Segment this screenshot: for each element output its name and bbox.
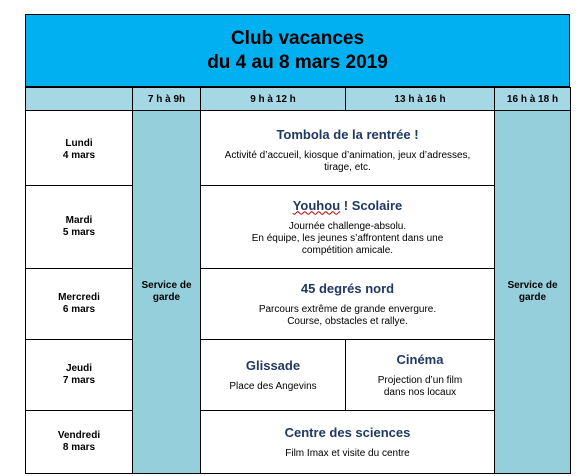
col-header-9h-12h: 9 h à 12 h [201, 88, 346, 111]
service-garde-morning [133, 111, 201, 474]
activity-desc-2: dans nos locaux [383, 386, 457, 398]
activity-title: Cinéma [396, 351, 444, 367]
day-date: 4 mars [62, 150, 96, 161]
activity-desc-1: Projection d’un film [377, 374, 463, 386]
activity-lundi [201, 115, 495, 186]
title-line-1: Club vacances [230, 28, 365, 49]
day-cell-jeudi [26, 340, 133, 411]
table-row-mardi [26, 186, 571, 269]
activity-desc-2: En équipe, les jeunes s’affrontent dans une [251, 232, 444, 244]
activity-desc-1: Journée challenge-absolu. [288, 220, 407, 232]
service-garde-morning-label: Service de garde [141, 280, 192, 303]
activity-title-part-1: Youhou [292, 197, 341, 213]
day-name: Mercredi [58, 292, 100, 303]
activity-mercredi [201, 269, 495, 340]
service-garde-evening-label: Service de garde [507, 280, 558, 303]
table-row-vendredi [26, 411, 571, 474]
activity-jeudi-morning [201, 340, 346, 411]
header-row [26, 88, 571, 111]
activity-desc-2: tirage, etc. [324, 161, 371, 173]
activity-jeudi-afternoon [346, 340, 495, 411]
table-row-mercredi [26, 269, 571, 340]
activity-title [201, 198, 494, 213]
schedule-table [25, 87, 571, 474]
title-line-2: du 4 au 8 mars 2019 [207, 52, 388, 73]
table-row-lundi [26, 115, 571, 186]
col-header-16h-18h: 16 h à 18 h [495, 88, 571, 111]
day-cell-mercredi [26, 269, 133, 340]
activity-title: 45 degrés nord [300, 280, 395, 296]
table-row-jeudi [26, 340, 571, 411]
activity-title: Centre des sciences [284, 424, 411, 440]
activity-mardi [201, 186, 495, 269]
day-date: 8 mars [62, 442, 96, 453]
day-cell-lundi [26, 115, 133, 186]
service-garde-evening [495, 111, 571, 474]
header-corner-cell [26, 88, 133, 111]
day-name: Mardi [65, 215, 93, 226]
day-date: 7 mars [62, 375, 96, 386]
day-name: Lundi [65, 138, 93, 149]
day-cell-vendredi [26, 411, 133, 474]
col-header-13h-16h: 13 h à 16 h [346, 88, 495, 111]
day-date: 5 mars [62, 227, 96, 238]
activity-desc-3: compétition amicale. [301, 244, 394, 256]
activity-desc-2: Course, obstacles et rallye. [287, 315, 408, 327]
activity-title: Tombola de la rentrée ! [276, 126, 419, 142]
day-name: Jeudi [65, 363, 93, 374]
day-name: Vendredi [57, 430, 101, 441]
activity-vendredi [201, 411, 495, 474]
title-banner [25, 14, 570, 87]
day-cell-mardi [26, 186, 133, 269]
day-date: 6 mars [62, 304, 96, 315]
activity-title: Glissade [245, 357, 301, 373]
activity-title-part-2: ! Scolaire [340, 197, 403, 213]
activity-desc-1: Activité d’accueil, kiosque d’animation, jeux d’adresses, [224, 149, 471, 161]
activity-desc: Film Imax et visite du centre [285, 447, 410, 459]
activity-desc-1: Parcours extrême de grande envergure. [258, 303, 437, 315]
col-header-7h-9h: 7 h à 9h [133, 88, 201, 111]
activity-desc: Place des Angevins [229, 380, 317, 392]
